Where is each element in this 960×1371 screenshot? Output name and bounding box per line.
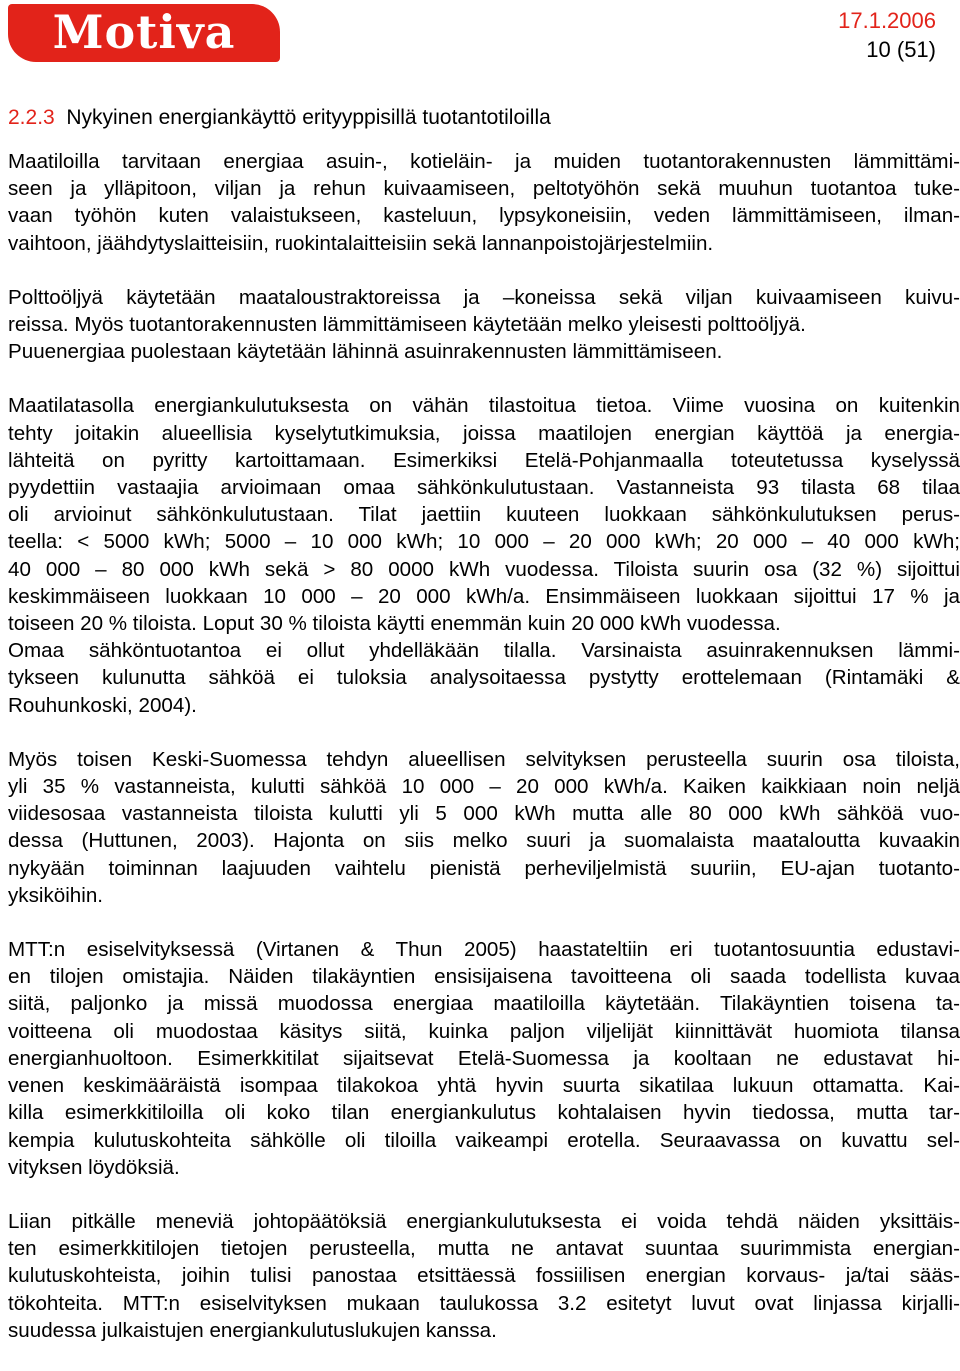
- text-line: Liian pitkälle meneviä johtopäätöksiä energiankulutuksesta ei voida tehdä näiden yksittäis-: [8, 1209, 960, 1233]
- text-line: keskimmäiseen luokkaan 10 000 – 20 000 kWh/a. Ensimmäiseen luokkaan sijoittui 17 % ja: [8, 584, 960, 608]
- body-text: [8, 148, 960, 1371]
- header-info: [838, 6, 936, 64]
- text-line: vityksen löydöksiä.: [8, 1155, 180, 1179]
- text-line: kulutuskohteista, joihin tulisi panostaa etsittäessä fossiilisen energian korvaus- ja/tai sääs-: [8, 1264, 960, 1288]
- text-line: viidesosaa vastanneista tiloista kulutti yli 5 000 kWh mutta alle 80 000 kWh sähköä vuo-: [8, 802, 960, 826]
- text-line: voitteena oli muodostaa käsitys siitä, kuinka paljon viljelijät kiinnittävät huomiota tilansa: [8, 1019, 960, 1043]
- text-line: teella: < 5000 kWh; 5000 – 10 000 kWh; 10 000 – 20 000 kWh; 20 000 – 40 000 kWh;: [8, 530, 960, 554]
- text-line: suudessa julkaistujen energiankulutuslukujen kanssa.: [8, 1318, 497, 1342]
- motiva-logo: [8, 4, 280, 62]
- text-line: seen ja ylläpitoon, viljan ja rehun kuivaamiseen, peltotyöhön sekä muuhun tuotantoa tuke-: [8, 177, 960, 201]
- text-line: ten esimerkkitilojen tietojen perusteella, mutta ne antavat suuntaa suurimmista energian-: [8, 1237, 960, 1261]
- text-line: Polttoöljyä käytetään maataloustraktoreissa ja –koneissa sekä viljan kuivaamiseen kuivu-: [8, 285, 960, 309]
- text-line: Rouhunkoski, 2004).: [8, 693, 197, 717]
- text-line: Maatilatasolla energiankulutuksesta on vähän tilastoitua tietoa. Viime vuosina on kuitenkin: [8, 394, 960, 418]
- paragraph: [8, 392, 960, 718]
- text-line: siitä, paljonko ja missä muodossa energiaa maatiloilla käytetään. Tilakäyntien toisena ta-: [8, 992, 960, 1016]
- text-line: vaan työhön kuten valaistukseen, kasteluun, lypsykoneisiin, veden lämmittämiseen, ilman-: [8, 204, 960, 228]
- text-line: pyydettiin vastaajia arvioimaan omaa sähkönkulutustaan. Vastanneista 93 tilasta 68 tilaa: [8, 476, 960, 500]
- text-line: yli 35 % vastanneista, kulutti sähköä 10 000 – 20 000 kWh/a. Kaiken kaikkiaan noin neljä: [8, 775, 960, 799]
- text-line: tehty joitakin alueellisia kyselytutkimuksia, joissa maatilojen energian käyttöä ja energia-: [8, 421, 960, 445]
- text-line: tykseen kulunutta sähköä ei tuloksia analysoitaessa pystytty erottelemaan (Rintamäki &: [8, 666, 960, 690]
- paragraph: [8, 1208, 960, 1344]
- text-line: dessa (Huttunen, 2003). Hajonta on siis melko suuri ja suomalaista maataloutta kuvaakin: [8, 829, 960, 853]
- page-number: 10 (51): [866, 37, 936, 62]
- paragraph: [8, 936, 960, 1181]
- logo-wordmark: Motiva: [52, 5, 236, 59]
- text-line: Puuenergiaa puolestaan käytetään lähinnä asuinrakennusten lämmittämiseen.: [8, 340, 723, 364]
- text-line: Omaa sähköntuotantoa ei ollut yhdelläkään tilalla. Varsinaista asuinrakennuksen lämmi-: [8, 639, 960, 663]
- paragraph: [8, 284, 960, 366]
- text-line: killa esimerkkitiloilla oli koko tilan energiankulutus kohtalaisen hyvin tiedossa, mutta tar-: [8, 1101, 960, 1125]
- section-number: 2.2.3: [8, 106, 55, 129]
- paragraph: [8, 746, 960, 909]
- text-line: reissa. Myös tuotantorakennusten lämmittämiseen käytetään melko yleisesti polttoöljyä.: [8, 313, 806, 337]
- text-line: Maatiloilla tarvitaan energiaa asuin-, kotieläin- ja muiden tuotantorakennusten lämmittämi-: [8, 150, 960, 173]
- document-date: 17.1.2006: [838, 8, 936, 33]
- section-title: Nykyinen energiankäyttö erityyppisillä tuotantotiloilla: [66, 106, 551, 129]
- text-line: Myös toisen Keski-Suomessa tehdyn alueellisen selvityksen perusteella suurin osa tiloista,: [8, 747, 960, 771]
- text-line: lähteitä on pyritty kartoittamaan. Esimerkiksi Etelä-Pohjanmaalla toteutetussa kyselyssä: [8, 448, 960, 472]
- text-line: MTT:n esiselvityksessä (Virtanen & Thun 2005) haastateltiin eri tuotantosuuntia edustavi-: [8, 938, 960, 962]
- text-line: tökohteita. MTT:n esiselvityksen mukaan taulukossa 3.2 esitetyt luvut ovat linjassa kirjalli-: [8, 1291, 960, 1315]
- text-line: en tilojen omistajia. Näiden tilakäyntien ensisijaisena tavoitteena oli saada todellista kuvaa: [8, 965, 960, 989]
- text-line: venen keskimääräistä isompaa tilakokoa yhtä hyvin suurta sikatilaa lukuun ottamatta. Kai-: [8, 1074, 960, 1098]
- text-line: 40 000 – 80 000 kWh sekä > 80 0000 kWh vuodessa. Tiloista suurin osa (32 %) sijoittui: [8, 557, 960, 581]
- paragraph: [8, 148, 960, 257]
- text-line: toiseen 20 % tiloista. Loput 30 % tiloista käytti enemmän kuin 20 000 kWh vuodessa.: [8, 612, 781, 636]
- text-line: kempia kulutuskohteita sähkölle oli tiloilla vaikeampi erotella. Seuraavassa on kuvattu sel-: [8, 1128, 960, 1152]
- text-line: yksiköihin.: [8, 883, 103, 907]
- text-line: energianhuoltoon. Esimerkkitilat sijaitsevat Etelä-Suomessa ja kooltaan ne edustavat hi-: [8, 1046, 960, 1070]
- text-line: oli arvioinut sähkönkulutustaan. Tilat jaettiin kuuteen luokkaan sähkönkulutuksen perus-: [8, 503, 960, 527]
- text-line: nykyään toiminnan laajuuden vaihtelu pienistä perheviljelmistä suuriin, EU-ajan tuotanto-: [8, 856, 960, 880]
- section-heading: [8, 104, 551, 132]
- text-line: vaihtoon, jäähdytyslaitteisiin, ruokintalaitteisiin sekä lannanpoistojärjestelmiin.: [8, 231, 714, 255]
